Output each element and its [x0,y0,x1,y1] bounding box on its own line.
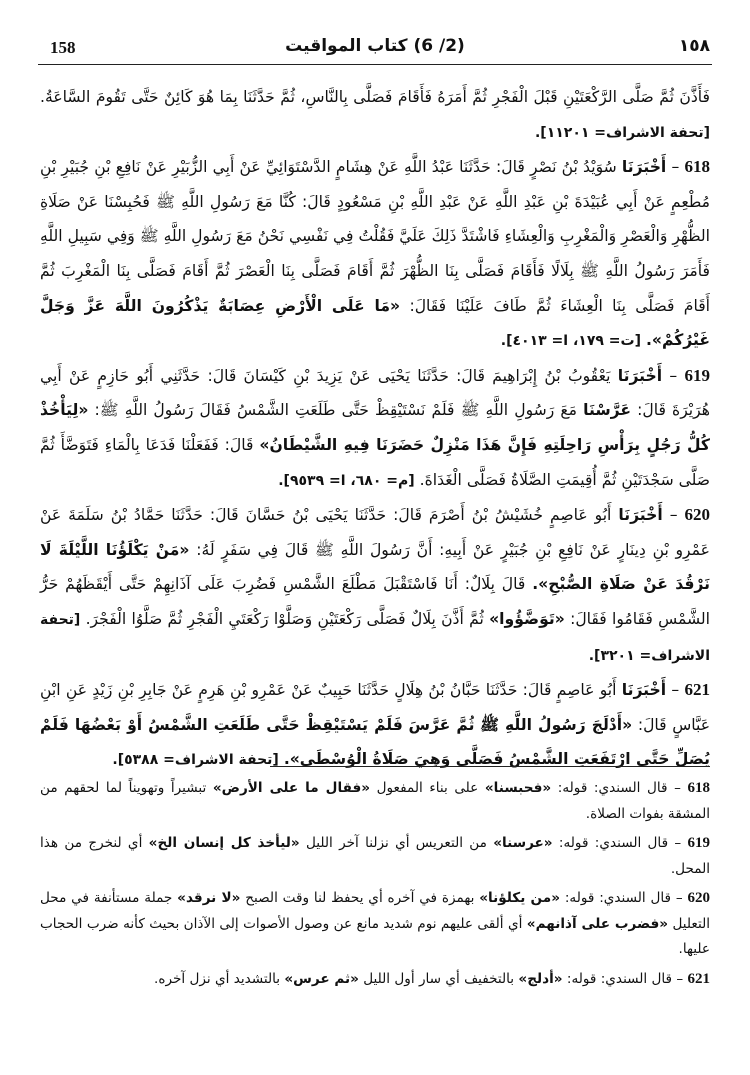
hadith-number: 621 [684,680,711,700]
footnote-text: جملة مستأنفة في محل التعليل [40,890,710,932]
hadith-reference: [م= ٦٨٠، ا= ٩٥٣٩]. [278,472,415,489]
hadith-text: يَعْقُوبُ بْنُ إِبْرَاهِيمَ قَالَ: حَدَّثَنَا يَحْيَى عَنْ يَزِيدَ بْنِ كَيْسَانَ قَالَ: حَدَّثَنِي أَبُو حَازِمٍ عَنْ أَبِي هُرَيْرَةَ قَالَ: [40,366,710,420]
opening-text: فَأَذَّنَ ثُمَّ صَلَّى الرَّكْعَتَيْنِ قَبْلَ الْفَجْرِ ثُمَّ أَمَرَهُ فَأَقَامَ فَصَلَّى بِالنَّاسِ، ثُمَّ حَدَّثَنَا بِمَا هُوَ كَائِنٌ حَتَّى تَقُومَ السَّاعَةُ. [40,88,710,106]
footnote-divider [270,766,710,767]
akhbarana-word: أَخْبَرَنَا [621,158,667,177]
footnote-term: «أدلج» [518,970,563,987]
hadith-text: قَالَ: فَفَعَلْنَا فَدَعَا بِالْمَاءِ فَتَوَضَّأَ ثُمَّ صَلَّى سَجْدَتَيْنِ ثُمَّ أُقِيمَتِ الصَّلَاةُ فَصَلَّى الْغَدَاةَ. [40,435,710,489]
hadith-reference: [ت= ١٧٩، ا= ٤٠١٣]. [500,333,642,350]
footnote-number: 618 [687,780,710,796]
running-title: (2/ 6) كتاب المواقيت [285,36,465,56]
opening-reference: [تحفة الاشراف= ١١٢٠١]. [534,124,710,141]
hadith-text: ثُمَّ أَذَّنَ بِلَالٌ فَصَلَّى رَكْعَتَيْنِ وَصَلَّوْا رَكْعَتَيِ الْفَجْرِ ثُمَّ صَلَّوُا الْفَجْرَ. [85,609,484,628]
footnote-621 [40,967,710,993]
footnote-number: 620 [687,890,711,906]
hadith-text: فَلَمْ يَسْتَيْقِظْ حَتَّى طَلَعَتِ الشَّمْسُ أَوْ بَعْضُهَا فَلَمْ يُصَلِّ حَتَّى ارْتَفَعَتِ الشَّمْسُ فَصَلَّى وَهِيَ صَلَاةُ الْوُسْطَى». [40,715,710,769]
footnote-618 [40,776,710,827]
footnote-term: «لا نرقد» [177,890,241,906]
footnote-619 [40,831,710,882]
akhbarana-word: أَخْبَرَنَا [618,506,663,525]
footnote-lead: – قال السندي: قوله: [557,780,681,796]
hadith-text: كُنَّا مَعَ رَسُولِ اللَّهِ ﷺ [156,192,296,211]
footnote-term: «ثم عرس» [284,970,359,987]
footnote-term: «عرسنا» [493,835,553,851]
hadith-text: ثُمَّ عَرَّسَ [408,715,475,734]
hadith-text: عَنْ صَلَاةِ الظُّهْرِ وَالْعَصْرِ وَالْمَغْرِبِ وَالْعِشَاءِ فَاشْتَدَّ ذَلِكَ عَلَيَّ فَقُلْتُ فِي نَفْسِي نَحْنُ مَعَ رَسُولِ اللَّهِ ﷺ وَفِي سَبِيلِ اللَّهِ فَأَمَرَ رَسُولُ اللَّهِ ﷺ بِلَالًا فَأَقَامَ فَصَلَّى بِنَا الظُّهْرَ ثُمَّ أَقَامَ فَصَلَّى بِنَا الْعَصْرَ ثُمَّ أَقَامَ فَصَلَّى بِنَا الْمَغْرِبَ ثُمَّ أَقَامَ فَصَلَّى بِنَا الْعِشَاءَ ثُمَّ طَافَ عَلَيْنَا فَقَالَ: [40,192,710,315]
hadith-text: مَعَ رَسُولِ اللَّهِ ﷺ فَلَمْ نَسْتَيْقِظْ حَتَّى طَلَعَتِ الشَّمْسُ فَقَالَ رَسُولُ اللَّهِ ﷺ: [94,401,577,420]
hadith-text: فَحُبِسْنَا [104,192,150,211]
hadith-reference: [تحفة الاشراف= ٣٢٠١]. [40,611,710,664]
footnote-term: «ليأخذ كل إنسان الخ» [148,835,300,851]
hadith-text: قَالَ بِلَالٌ: أَنَا فَاسْتَقْبَلَ مَطْلَعَ الشَّمْسِ فَضُرِبَ عَلَى آذَانِهِمْ حَتَّى أَيْقَظَهُمْ حَرُّ الشَّمْسِ فَقَامُوا فَقَالَ: [40,575,710,628]
footnote-text: من التعريس أي نزلنا آخر الليل [306,835,487,851]
footnote-text: بالتخفيف أي سار أول الليل [363,970,515,987]
footnote-text: بهمزة في آخره أي يحفظ لنا وقت الصبح [245,890,475,906]
footnote-text: أي ألقى عليهم نوم شديد مانع عن وصول الأصوات إلى الآذان بحيث كأنه ضرب الحجاب عليها. [40,915,710,957]
page-header [38,34,712,65]
footnote-number: 621 [687,970,710,987]
page-number-latin: 158 [50,38,76,57]
hadith-text: أَبُو عَاصِمٍ خُشَيْشُ بْنُ أَصْرَمَ قَالَ: حَدَّثَنَا يَحْيَى بْنُ حَسَّانَ قَالَ: حَدَّثَنَا حَمَّادُ بْنُ سَلَمَةَ عَنْ عَمْرِو بْنِ دِينَارٍ عَنْ نَافِعِ بْنِ جُبَيْرٍ عَنْ أَبِيهِ: أَنَّ رَسُولَ اللَّهِ ﷺ قَالَ فِي سَفَرٍ لَهُ: [40,506,710,559]
hadith-620: 620 – أَخْبَرَنَا أَبُو عَاصِمٍ خُشَيْشُ بْنُ أَصْرَمَ قَالَ: حَدَّثَنَا يَحْيَى بْنُ حَسَّانَ قَالَ: حَدَّثَنَا حَمَّادُ بْنُ سَلَمَةَ عَنْ عَمْرِو بْنِ دِينَارٍ عَنْ نَافِعِ بْنِ جُبَيْرٍ عَنْ أَبِيهِ: أَنَّ رَسُولَ اللَّهِ ﷺ قَالَ فِي سَفَرٍ لَهُ: «مَنْ يَكْلَؤُنَا اللَّيْلَةَ لَا نَرْقُدَ عَنْ صَلَاةِ الصُّبْحِ». قَالَ بِلَالٌ: أَنَا فَاسْتَقْبَلَ مَطْلَعَ الشَّمْسِ فَضُرِبَ عَلَى آذَانِهِمْ حَتَّى أَيْقَظَهُمْ حَرُّ الشَّمْسِ فَقَامُوا فَقَالَ: «تَوَضَّؤُوا» ثُمَّ أَذَّنَ بِلَالٌ فَصَلَّى رَكْعَتَيْنِ وَصَلَّوْا رَكْعَتَيِ الْفَجْرِ ثُمَّ صَلَّوُا الْفَجْرَ. [تحفة الاشراف= ٣٢٠١]. [40,505,710,664]
prophetic-quote: «مَنْ يَكْلَؤُنَا اللَّيْلَةَ لَا نَرْقُدَ عَنْ صَلَاةِ الصُّبْحِ». [40,540,710,594]
footnote-text: بالتشديد أي نزل آخره. [154,970,281,987]
hadith-619: 619 – أَخْبَرَنَا يَعْقُوبُ بْنُ إِبْرَاهِيمَ قَالَ: حَدَّثَنَا يَحْيَى عَنْ يَزِيدَ بْنِ كَيْسَانَ قَالَ: حَدَّثَنِي أَبُو حَازِمٍ عَنْ أَبِي هُرَيْرَةَ قَالَ: عَرَّسْنَا مَعَ رَسُولِ اللَّهِ ﷺ فَلَمْ نَسْتَيْقِظْ حَتَّى طَلَعَتِ الشَّمْسُ فَقَالَ رَسُولُ اللَّهِ ﷺ: «لِيَأْخُذْ كُلُّ رَجُلٍ بِرَأْسِ رَاحِلَتِهِ فَإِنَّ هَذَا مَنْزِلٌ حَضَرَنَا فِيهِ الشَّيْطَانُ» قَالَ: فَفَعَلْنَا فَدَعَا بِالْمَاءِ فَتَوَضَّأَ ثُمَّ صَلَّى سَجْدَتَيْنِ ثُمَّ أُقِيمَتِ الصَّلَاةُ فَصَلَّى الْغَدَاةَ. [م= ٦٨٠، ا= ٩٥٣٩]. [40,365,710,489]
hadith-text: عَرَّسْنَا [583,401,632,420]
footnote-text: على بناء المفعول [376,780,479,796]
hadith-618: 618 – أَخْبَرَنَا سُوَيْدُ بْنُ نَصْرٍ قَالَ: حَدَّثَنَا عَبْدُ اللَّهِ عَنْ هِشَامٍ الدَّسْتَوَائِيِّ عَنْ أَبِي الزُّبَيْرِ عَنْ نَافِعِ بْنِ جُبَيْرِ بْنِ مُطْعِمٍ عَنْ أَبِي عُبَيْدَةَ بْنِ عَبْدِ اللَّهِ عَنْ عَبْدِ اللَّهِ بْنِ مَسْعُودٍ قَالَ: كُنَّا مَعَ رَسُولِ اللَّهِ ﷺ فَحُبِسْنَا عَنْ صَلَاةِ الظُّهْرِ وَالْعَصْرِ وَالْمَغْرِبِ وَالْعِشَاءِ فَاشْتَدَّ ذَلِكَ عَلَيَّ فَقُلْتُ فِي نَفْسِي نَحْنُ مَعَ رَسُولِ اللَّهِ ﷺ وَفِي سَبِيلِ اللَّهِ فَأَمَرَ رَسُولُ اللَّهِ ﷺ بِلَالًا فَأَقَامَ فَصَلَّى بِنَا الظُّهْرَ ثُمَّ أَقَامَ فَصَلَّى بِنَا الْعَصْرَ ثُمَّ أَقَامَ فَصَلَّى بِنَا الْمَغْرِبَ ثُمَّ أَقَامَ فَصَلَّى بِنَا الْعِشَاءَ ثُمَّ طَافَ عَلَيْنَا فَقَالَ: «مَا عَلَى الْأَرْضِ عِصَابَةٌ يَذْكُرُونَ اللَّهَ عَزَّ وَجَلَّ غَيْرُكُمْ». [ت= ١٧٩، ا= ٤٠١٣]. [40,157,711,350]
hadith-621: 621 – أَخْبَرَنَا أَبُو عَاصِمٍ قَالَ: حَدَّثَنَا حَبَّانُ بْنُ هِلَالٍ حَدَّثَنَا حَبِيبٌ عَنْ عَمْرِو بْنِ هَرِمٍ عَنْ جَابِرِ بْنِ زَيْدٍ عَنِ ابْنِ عَبَّاسٍ قَالَ: «أَدْلَجَ رَسُولُ اللَّهِ ﷺ ثُمَّ عَرَّسَ فَلَمْ يَسْتَيْقِظْ حَتَّى طَلَعَتِ الشَّمْسُ أَوْ بَعْضُهَا فَلَمْ يُصَلِّ حَتَّى ارْتَفَعَتِ الشَّمْسُ فَصَلَّى وَهِيَ صَلَاةُ الْوُسْطَى». [تحفة الاشراف= ٥٣٨٨]. [40,680,711,769]
akhbarana-word: أَخْبَرَنَا [621,681,667,700]
hadith-number: 620 [684,505,710,525]
hadith-number: 619 [684,365,710,385]
prophetic-quote: «لِيَأْخُذْ كُلُّ رَجُلٍ بِرَأْسِ رَاحِلَتِهِ فَإِنَّ هَذَا مَنْزِلٌ حَضَرَنَا فِيهِ الشَّيْطَانُ» [40,401,710,454]
opening-paragraph [40,80,710,150]
footnote-lead: – قال السندي: قوله: [558,835,682,851]
footnotes [40,776,710,996]
hadith-text: أَبُو عَاصِمٍ قَالَ: حَدَّثَنَا حَبَّانُ بْنُ هِلَالٍ حَدَّثَنَا حَبِيبٌ عَنْ عَمْرِو بْنِ هَرِمٍ عَنْ جَابِرِ بْنِ زَيْدٍ عَنِ ابْنِ عَبَّاسٍ قَالَ: [40,681,710,734]
main-text [40,80,710,778]
footnote-term: «فقال ما على الأرض» [212,780,371,796]
footnote-text: أي لنخرج من هذا المحل. [40,835,710,877]
prophetic-quote: «مَا عَلَى الْأَرْضِ عِصَابَةٌ يَذْكُرُونَ اللَّهَ عَزَّ وَجَلَّ غَيْرُكُمْ». [40,296,710,350]
footnote-number: 619 [687,835,710,851]
footnote-620 [40,886,710,963]
footnote-term: «فضرب على آذانهم» [526,915,669,932]
footnote-lead: – قال السندي: قوله: [564,890,683,906]
footnote-lead: – قال السندي: قوله: [566,970,684,987]
hadith-text: سُوَيْدُ بْنُ نَصْرٍ قَالَ: حَدَّثَنَا عَبْدُ اللَّهِ عَنْ هِشَامٍ الدَّسْتَوَائِيِّ عَنْ أَبِي الزُّبَيْرِ عَنْ نَافِعِ بْنِ جُبَيْرِ بْنِ مُطْعِمٍ عَنْ أَبِي عُبَيْدَةَ بْنِ عَبْدِ اللَّهِ عَنْ عَبْدِ اللَّهِ بْنِ مَسْعُودٍ قَالَ: [40,158,711,211]
prophetic-quote: «تَوَضَّؤُوا» [489,609,565,628]
hadith-reference: [تحفة الاشراف= ٥٣٨٨]. [112,752,279,769]
footnote-text: تبشيراً وتهويناً لما لحقهم من المشقة بفوات الصلاة. [40,780,710,822]
prophetic-quote: «أَدْلَجَ رَسُولُ اللَّهِ ﷺ [480,715,633,734]
page-number-arabic: ١٥٨ [678,36,710,56]
akhbarana-word: أَخْبَرَنَا [617,366,663,385]
footnote-term: «من يكلؤنا» [479,890,560,906]
footnote-term: «فحبسنا» [484,780,552,796]
hadith-number: 618 [684,157,710,177]
